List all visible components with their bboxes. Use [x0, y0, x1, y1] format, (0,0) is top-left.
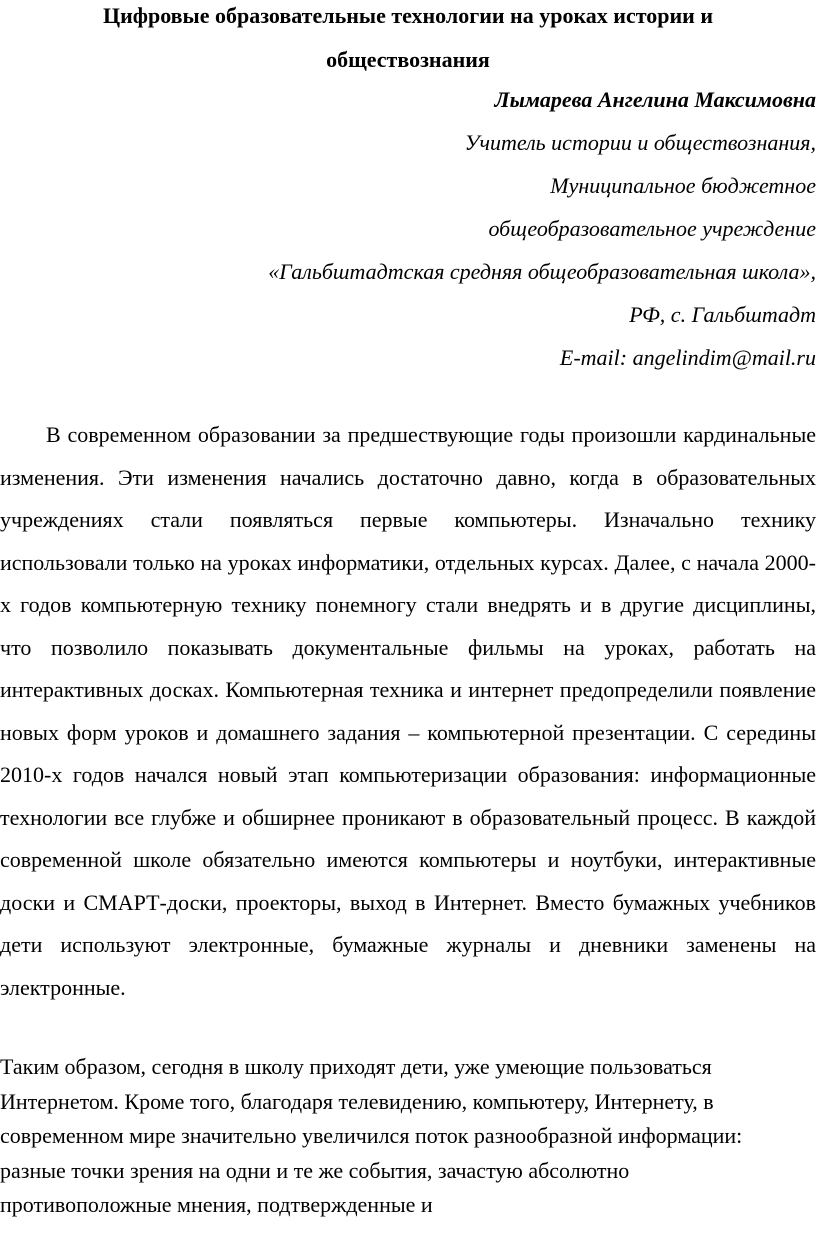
affiliation-line-5: РФ, с. Гальбштадт: [629, 302, 816, 327]
author-block: [0, 78, 816, 379]
body-paragraph-1: В современном образовании за предшествующие годы произошли кардинальные изменения. Эти изменения начались достаточно давно, когда в образовательных учреждениях стали появляться первые компьютеры. Изначально технику использовали только на уроках информатики, отдельных курсах. Далее, с начала 2000-х годов компьютерную технику понемногу стали внедрять и в другие дисциплины, что позволило показывать документальные фильмы на уроках, работать на интерактивных досках. Компьютерная техника и интернет предопределили появление новых форм уроков и домашнего задания – компьютерной презентации. С середины 2010-х годов начался новый этап компьютеризации образования: информационные технологии все глубже и обширнее проникают в образовательный процесс. В каждой современной школе обязательно имеются компьютеры и ноутбуки, интерактивные доски и СМАРТ-доски, проекторы, выход в Интернет. Вместо бумажных учебников дети используют электронные, бумажные журналы и дневники заменены на электронные.: [0, 422, 816, 1000]
affiliation-line-1: Учитель истории и обществознания,: [464, 130, 816, 155]
author-email: E-mail: angelindim@mail.ru: [559, 345, 816, 370]
affiliation-line-2: Муниципальное бюджетное: [550, 173, 816, 198]
title-line-2: обществознания: [326, 47, 490, 72]
author-name: Лымарева Ангелина Максимовна: [494, 87, 816, 112]
affiliation-line-3: общеобразовательное учреждение: [488, 216, 816, 241]
body-paragraph-2: Таким образом, сегодня в школу приходят дети, уже умеющие пользоваться Интернетом. Кроме того, благодаря телевидению, компьютеру, Интернету, в современном мире значительно увеличился поток разнообразной информации: разные точки зрения на одни и те же события, зачастую абсолютно противоположные мнения, подтвержденные и: [0, 1054, 743, 1217]
affiliation-line-4: «Гальбштадтская средняя общеобразовательная школа»,: [268, 259, 816, 284]
document-title: [0, 0, 816, 82]
title-line-1: Цифровые образовательные технологии на уроках истории и: [102, 3, 714, 28]
